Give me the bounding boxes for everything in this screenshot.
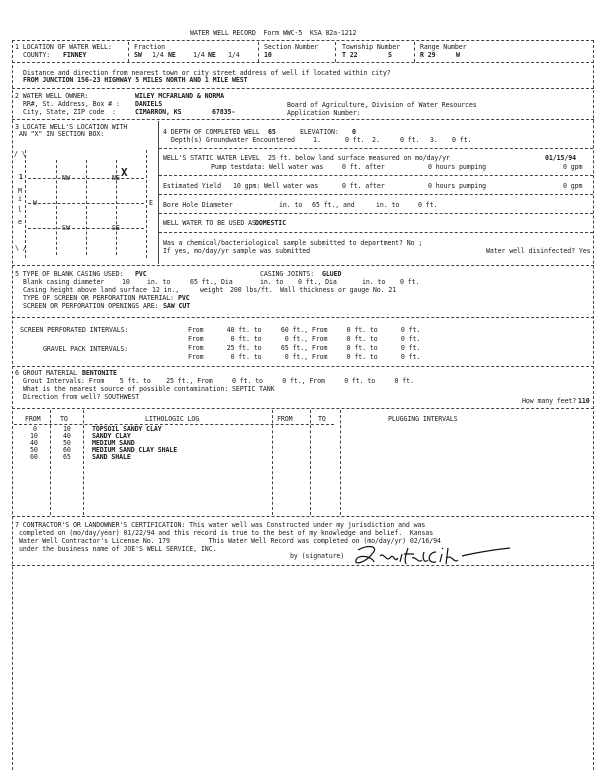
log-col-divider <box>272 410 273 515</box>
gravel-intervals-label: GRAVEL PACK INTERVALS: <box>43 345 129 353</box>
grid-line <box>28 203 144 204</box>
page-title: WATER WELL RECORD Form WWC-5 KSA 82a-1212 <box>190 29 357 37</box>
log-col-divider <box>310 410 311 515</box>
pump-test-label: Pump testdata: Well water was <box>211 163 324 171</box>
quadrant-nw: NW <box>62 174 70 182</box>
casing-type: PVC <box>135 270 147 278</box>
divider <box>414 42 415 62</box>
rule <box>159 148 593 149</box>
fraction-q-unit-1: 1/4 <box>152 51 164 59</box>
quadrant-ne: NE <box>112 174 120 182</box>
range-direction: W <box>456 51 460 59</box>
rule <box>12 317 594 318</box>
location-label: 1 LOCATION OF WATER WELL: <box>15 43 112 51</box>
sample-question: Was a chemical/bacteriological sample submitted to department? No ; <box>163 239 423 247</box>
casing-label: 5 TYPE OF BLANK CASING USED: <box>15 270 124 278</box>
log-header-rule <box>14 424 334 425</box>
cert-line-4: under the business name of JOE'S WELL SERVICE, INC. <box>19 545 217 553</box>
log-desc: TOPSOIL SANDY CLAY <box>92 425 162 433</box>
quadrant-sw: SW <box>62 224 70 232</box>
contamination-direction: Direction from well? SOUTHWEST <box>23 393 140 401</box>
grid-line <box>146 150 147 258</box>
log-col-divider <box>340 410 341 515</box>
log-header-from: FROM <box>25 415 41 423</box>
section-value: 10 <box>264 51 272 59</box>
owner-label: 2 WATER WELL OWNER: <box>15 92 89 100</box>
log-header-from-2: FROM <box>277 415 293 423</box>
openings-label: SCREEN OR PERFORATION OPENINGS ARE: <box>23 302 159 310</box>
application-label: Application Number: <box>287 109 361 117</box>
pump-test-gpm: 0 gpm <box>563 163 583 171</box>
contamination-source: What is the nearest source of possible contamination: SEPTIC TANK <box>23 385 275 393</box>
blank-casing-label: Blank casing diameter <box>23 278 105 286</box>
rule <box>12 265 594 266</box>
signature-label: by (signature) <box>290 552 345 560</box>
groundwater-3: 0 ft. <box>452 136 472 144</box>
owner-address-label: RR#, St. Address, Box # : <box>23 100 120 108</box>
casing-joints-label: CASING JOINTS: <box>260 270 315 278</box>
section-label: Section Number <box>264 43 319 51</box>
bore-ft-2: 0 ft. <box>418 201 438 209</box>
blank-casing-in-3: in. to <box>362 278 386 286</box>
log-header-lithologic: LITHOLOGIC LOG <box>145 415 200 423</box>
bore-to: in. to <box>279 201 303 209</box>
label-m: M <box>18 187 22 195</box>
static-level-date: 01/15/94 <box>545 154 576 162</box>
casing-height: 12 in., <box>152 286 180 294</box>
fraction-q2: NE <box>168 51 176 59</box>
divider <box>335 42 336 62</box>
log-from: 40 <box>30 439 38 447</box>
screen-type-label: TYPE OF SCREEN OR PERFORATION MATERIAL: <box>23 294 174 302</box>
rule <box>12 88 594 89</box>
grid-line <box>28 228 144 229</box>
interval-row: From 0 ft. to 0 ft., From 0 ft. to 0 ft. <box>188 353 421 361</box>
grout-intervals: Grout Intervals: From 5 ft. to 25 ft., From 0 ft. to 0 ft., From 0 ft. to 0 ft. <box>23 377 414 385</box>
log-to: 60 <box>63 446 71 454</box>
log-header-to-2: TO <box>318 415 326 423</box>
groundwater-2: 0 ft. <box>400 136 420 144</box>
fraction-q-unit-2: 1/4 <box>193 51 205 59</box>
rule <box>159 232 593 233</box>
log-from: 0 <box>33 425 37 433</box>
use-value: DOMESTIC <box>255 219 286 227</box>
grid-line <box>86 160 87 255</box>
range-label: Range Number <box>420 43 467 51</box>
log-desc: SAND SHALE <box>92 453 131 461</box>
frame-left <box>12 40 13 770</box>
log-header-plugging: PLUGGING INTERVALS <box>388 415 458 423</box>
frame-right <box>593 40 594 770</box>
static-level-label: WELL'S STATIC WATER LEVEL <box>163 154 260 162</box>
divider <box>258 42 259 62</box>
distance-label: Distance and direction from nearest town or city street address of well if located within city? <box>23 69 391 77</box>
grid-line <box>25 150 26 258</box>
section-box-label-2: AN "X" IN SECTION BOX: <box>19 130 105 138</box>
groundwater-1: 0 ft. <box>345 136 365 144</box>
cert-line-2: completed on (mo/day/year) 01/22/94 and this record is true to the best of my knowledge and belief. Kansas <box>19 529 434 537</box>
interval-row: From 40 ft. to 60 ft., From 0 ft. to 0 ft. <box>188 326 421 334</box>
bore-label: Bore Hole Diameter <box>163 201 233 209</box>
log-col-divider <box>83 410 84 515</box>
signature <box>350 540 520 574</box>
casing-weight: 200 lbs/ft. <box>230 286 273 294</box>
depth-value: 65 <box>268 128 276 136</box>
owner-city: CIMARRON, KS <box>135 108 182 116</box>
quadrant-se: SE <box>112 224 120 232</box>
county-value: FINNEY <box>63 51 87 59</box>
screen-type: PVC <box>178 294 190 302</box>
grid-line <box>56 160 57 255</box>
range-value: R 29 <box>420 51 436 59</box>
casing-weight-label: weight <box>200 286 224 294</box>
owner-zip: 67835- <box>212 108 236 116</box>
township-label: Township Number <box>342 43 401 51</box>
frame-top <box>12 40 594 41</box>
log-from: 60 <box>30 453 38 461</box>
township-direction: S <box>388 51 392 59</box>
interval-row: From 0 ft. to 0 ft., From 0 ft. to 0 ft. <box>188 335 421 343</box>
rule <box>12 516 594 517</box>
bore-to-2: in. to <box>376 201 400 209</box>
label-e: e <box>18 218 22 226</box>
log-col-divider <box>50 410 51 515</box>
well-location-mark: X <box>121 166 128 179</box>
distance-value: FROM JUNCTION 156-23 HIGHWAY 5 MILES NORTH AND 1 MILE WEST <box>23 76 248 84</box>
compass-west: W <box>33 199 37 207</box>
rule <box>12 408 594 409</box>
cert-line-1: 7 CONTRACTOR'S OR LANDOWNER'S CERTIFICATION: This water well was Constructed under my jurisdiction and was <box>15 521 426 529</box>
fraction-q-unit-3: 1/4 <box>228 51 240 59</box>
yield-gpm: 0 gpm <box>563 182 583 190</box>
elevation-value: 0 <box>352 128 356 136</box>
section-box-slash-top: / \ <box>14 150 26 158</box>
static-level-value: 25 ft. below land surface measured on mo/day/yr <box>268 154 450 162</box>
blank-casing-ft-2: 0 ft., Dia <box>298 278 337 286</box>
log-desc: MEDIUM SAND CLAY SHALE <box>92 446 178 454</box>
owner-name: WILEY MCFARLAND & NORMA <box>135 92 225 100</box>
sample-date-label: If yes, mo/day/yr sample was submitted <box>163 247 311 255</box>
fraction-label: Fraction <box>134 43 165 51</box>
pump-test-ft: 0 ft. after <box>342 163 385 171</box>
blank-casing-dia: 10 <box>122 278 130 286</box>
yield-hours: 0 hours pumping <box>428 182 487 190</box>
disinfected-label: Water well disinfected? Yes <box>486 247 591 255</box>
log-to: 65 <box>63 453 71 461</box>
casing-height-label: Casing height above land surface <box>23 286 147 294</box>
log-from: 50 <box>30 446 38 454</box>
log-desc: SANDY CLAY <box>92 432 131 440</box>
yield-ft: 0 ft. after <box>342 182 385 190</box>
cert-line-3: Water Well Contractor's License No. 179 This Water Well Record was completed on (mo/day/yr) 02/16/94 <box>19 537 441 545</box>
section-divider <box>158 121 159 264</box>
grout-label: 6 GROUT MATERIAL <box>15 369 77 377</box>
section-box-slash-bottom: \ / <box>15 244 27 252</box>
elevation-label: ELEVATION: <box>300 128 339 136</box>
board-text: Board of Agriculture, Division of Water Resources <box>287 101 477 109</box>
log-from: 10 <box>30 432 38 440</box>
blank-casing-in: in. to <box>147 278 171 286</box>
section-box-one: 1 <box>19 173 23 181</box>
screen-intervals-label: SCREEN PERFORATED INTERVALS: <box>20 326 129 334</box>
openings-value: SAW CUT <box>163 302 191 310</box>
groundwater-3-num: 3. <box>430 136 438 144</box>
owner-city-label: City, State, ZIP code : <box>23 108 116 116</box>
rule <box>12 62 594 63</box>
log-to: 40 <box>63 432 71 440</box>
section-box-label-1: 3 LOCATE WELL'S LOCATION WITH <box>15 123 128 131</box>
rule <box>159 213 593 214</box>
casing-joints: GLUED <box>322 270 342 278</box>
frame-bottom <box>12 565 594 566</box>
compass-east: E <box>149 199 153 207</box>
log-header-to: TO <box>60 415 68 423</box>
rule <box>12 119 594 120</box>
how-many-feet-label: How many feet? <box>522 397 577 405</box>
log-desc: MEDIUM SAND <box>92 439 135 447</box>
county-label: COUNTY: <box>23 51 51 59</box>
rule <box>159 175 593 176</box>
groundwater-label: Depth(s) Groundwater Encountered <box>171 136 295 144</box>
log-to: 10 <box>63 425 71 433</box>
depth-label: 4 DEPTH OF COMPLETED WELL <box>163 128 260 136</box>
use-label: WELL WATER TO BE USED AS: <box>163 219 260 227</box>
grout-material: BENTONITE <box>82 369 117 377</box>
blank-casing-ft-3: 0 ft. <box>400 278 420 286</box>
blank-casing-ft: 65 ft., Dia <box>190 278 233 286</box>
township-value: T 22 <box>342 51 358 59</box>
fraction-q3: NE <box>208 51 216 59</box>
yield-value: 10 gpm: Well water was <box>233 182 319 190</box>
blank-casing-in-2: in. to <box>260 278 284 286</box>
groundwater-1-num: 1. <box>313 136 321 144</box>
pump-test-hours: 0 hours pumping <box>428 163 487 171</box>
how-many-feet-value: 110 <box>578 397 590 405</box>
owner-address: DANIELS <box>135 100 163 108</box>
wall-thickness: Wall thickness or gauge No. 21 <box>280 286 397 294</box>
label-i: i <box>18 195 22 203</box>
bore-ft: 65 ft., and <box>312 201 355 209</box>
rule <box>12 366 594 367</box>
fraction-q1: SW <box>134 51 142 59</box>
label-l: l <box>18 206 22 214</box>
yield-label: Estimated Yield <box>163 182 222 190</box>
groundwater-2-num: 2. <box>372 136 380 144</box>
log-to: 50 <box>63 439 71 447</box>
divider <box>128 42 129 62</box>
interval-row: From 25 ft. to 65 ft., From 0 ft. to 0 ft. <box>188 344 421 352</box>
rule <box>159 194 593 195</box>
